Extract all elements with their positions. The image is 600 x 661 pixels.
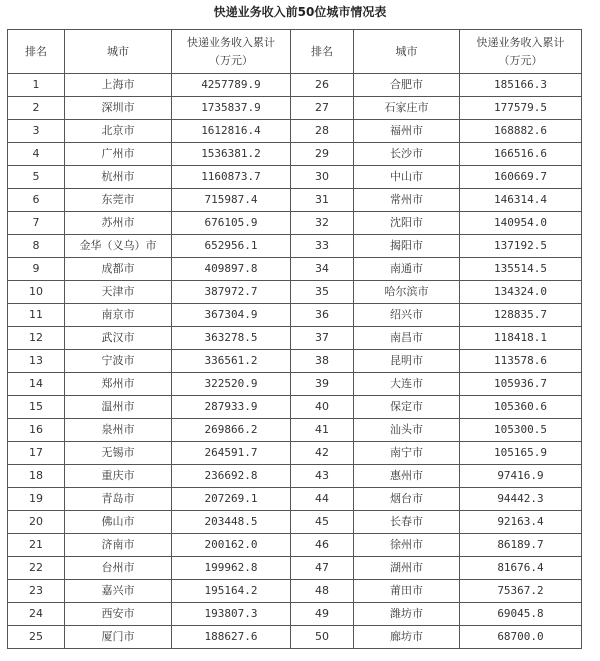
city-cell: 长沙市 xyxy=(354,143,460,166)
city-cell: 台州市 xyxy=(65,557,172,580)
city-cell: 苏州市 xyxy=(65,212,172,235)
table-row xyxy=(8,442,582,465)
revenue-cell: 1160873.7 xyxy=(172,166,291,189)
rank-cell: 14 xyxy=(8,373,65,396)
rank-cell: 30 xyxy=(291,166,354,189)
revenue-cell: 140954.0 xyxy=(460,212,582,235)
revenue-cell: 1612816.4 xyxy=(172,120,291,143)
city-cell: 济南市 xyxy=(65,534,172,557)
city-cell: 嘉兴市 xyxy=(65,580,172,603)
rank-cell: 42 xyxy=(291,442,354,465)
revenue-cell: 715987.4 xyxy=(172,189,291,212)
table-row xyxy=(8,488,582,511)
revenue-cell: 105300.5 xyxy=(460,419,582,442)
table-row xyxy=(8,212,582,235)
rank-cell: 17 xyxy=(8,442,65,465)
rank-cell: 11 xyxy=(8,304,65,327)
city-cell: 成都市 xyxy=(65,258,172,281)
rank-cell: 2 xyxy=(8,97,65,120)
city-cell: 常州市 xyxy=(354,189,460,212)
table-row xyxy=(8,189,582,212)
revenue-cell: 1536381.2 xyxy=(172,143,291,166)
table-row xyxy=(8,120,582,143)
revenue-cell: 137192.5 xyxy=(460,235,582,258)
revenue-cell: 676105.9 xyxy=(172,212,291,235)
table-row xyxy=(8,603,582,626)
revenue-cell: 168882.6 xyxy=(460,120,582,143)
revenue-cell: 236692.8 xyxy=(172,465,291,488)
rank-cell: 38 xyxy=(291,350,354,373)
city-cell: 长春市 xyxy=(354,511,460,534)
rank-cell: 19 xyxy=(8,488,65,511)
city-cell: 合肥市 xyxy=(354,74,460,97)
rank-cell: 21 xyxy=(8,534,65,557)
city-cell: 福州市 xyxy=(354,120,460,143)
revenue-cell: 105360.6 xyxy=(460,396,582,419)
header-rank-2: 排名 xyxy=(291,30,354,74)
table-row xyxy=(8,511,582,534)
city-cell: 泉州市 xyxy=(65,419,172,442)
rank-cell: 44 xyxy=(291,488,354,511)
city-cell: 金华（义乌）市 xyxy=(65,235,172,258)
rank-cell: 5 xyxy=(8,166,65,189)
revenue-cell: 322520.9 xyxy=(172,373,291,396)
revenue-cell: 128835.7 xyxy=(460,304,582,327)
rank-cell: 10 xyxy=(8,281,65,304)
city-cell: 宁波市 xyxy=(65,350,172,373)
revenue-cell: 4257789.9 xyxy=(172,74,291,97)
rank-cell: 7 xyxy=(8,212,65,235)
table-row xyxy=(8,235,582,258)
revenue-cell: 188627.6 xyxy=(172,626,291,649)
revenue-cell: 264591.7 xyxy=(172,442,291,465)
rank-cell: 1 xyxy=(8,74,65,97)
city-cell: 上海市 xyxy=(65,74,172,97)
header-revenue xyxy=(172,30,291,74)
table-row xyxy=(8,258,582,281)
city-cell: 石家庄市 xyxy=(354,97,460,120)
rank-cell: 46 xyxy=(291,534,354,557)
revenue-cell: 203448.5 xyxy=(172,511,291,534)
city-cell: 汕头市 xyxy=(354,419,460,442)
city-cell: 烟台市 xyxy=(354,488,460,511)
revenue-cell: 363278.5 xyxy=(172,327,291,350)
revenue-cell: 185166.3 xyxy=(460,74,582,97)
rank-cell: 4 xyxy=(8,143,65,166)
city-cell: 郑州市 xyxy=(65,373,172,396)
city-cell: 绍兴市 xyxy=(354,304,460,327)
rank-cell: 20 xyxy=(8,511,65,534)
rank-cell: 35 xyxy=(291,281,354,304)
rank-cell: 43 xyxy=(291,465,354,488)
table-row xyxy=(8,143,582,166)
city-cell: 廊坊市 xyxy=(354,626,460,649)
rank-cell: 32 xyxy=(291,212,354,235)
rank-cell: 37 xyxy=(291,327,354,350)
table-row xyxy=(8,419,582,442)
revenue-cell: 200162.0 xyxy=(172,534,291,557)
revenue-cell: 105165.9 xyxy=(460,442,582,465)
city-cell: 佛山市 xyxy=(65,511,172,534)
table-row xyxy=(8,97,582,120)
rank-cell: 27 xyxy=(291,97,354,120)
revenue-cell: 193807.3 xyxy=(172,603,291,626)
rank-cell: 45 xyxy=(291,511,354,534)
header-revenue-unit: （万元） xyxy=(209,53,253,67)
header-city-2: 城市 xyxy=(354,30,460,74)
city-cell: 惠州市 xyxy=(354,465,460,488)
revenue-cell: 652956.1 xyxy=(172,235,291,258)
revenue-cell: 387972.7 xyxy=(172,281,291,304)
rank-cell: 34 xyxy=(291,258,354,281)
city-cell: 揭阳市 xyxy=(354,235,460,258)
table-row xyxy=(8,626,582,649)
city-cell: 重庆市 xyxy=(65,465,172,488)
table-row xyxy=(8,74,582,97)
city-cell: 深圳市 xyxy=(65,97,172,120)
revenue-cell: 177579.5 xyxy=(460,97,582,120)
header-revenue-line1: 快递业务收入累计 xyxy=(187,35,275,49)
revenue-cell: 92163.4 xyxy=(460,511,582,534)
city-cell: 北京市 xyxy=(65,120,172,143)
revenue-cell: 135514.5 xyxy=(460,258,582,281)
city-cell: 南昌市 xyxy=(354,327,460,350)
city-cell: 南通市 xyxy=(354,258,460,281)
rank-cell: 33 xyxy=(291,235,354,258)
rank-cell: 16 xyxy=(8,419,65,442)
city-cell: 厦门市 xyxy=(65,626,172,649)
revenue-cell: 146314.4 xyxy=(460,189,582,212)
rank-cell: 50 xyxy=(291,626,354,649)
city-cell: 西安市 xyxy=(65,603,172,626)
rank-cell: 28 xyxy=(291,120,354,143)
table-row xyxy=(8,465,582,488)
rank-cell: 41 xyxy=(291,419,354,442)
revenue-cell: 81676.4 xyxy=(460,557,582,580)
rank-cell: 6 xyxy=(8,189,65,212)
rank-cell: 12 xyxy=(8,327,65,350)
revenue-cell: 269866.2 xyxy=(172,419,291,442)
table-title: 快递业务收入前50位城市情况表 xyxy=(213,5,387,19)
rank-cell: 39 xyxy=(291,373,354,396)
table-row xyxy=(8,580,582,603)
header-revenue-2 xyxy=(460,30,582,74)
rank-cell: 13 xyxy=(8,350,65,373)
table-row xyxy=(8,304,582,327)
city-cell: 青岛市 xyxy=(65,488,172,511)
city-cell: 湖州市 xyxy=(354,557,460,580)
rank-cell: 49 xyxy=(291,603,354,626)
revenue-cell: 207269.1 xyxy=(172,488,291,511)
rank-cell: 40 xyxy=(291,396,354,419)
revenue-cell: 367304.9 xyxy=(172,304,291,327)
revenue-cell: 199962.8 xyxy=(172,557,291,580)
city-cell: 东莞市 xyxy=(65,189,172,212)
revenue-cell: 75367.2 xyxy=(460,580,582,603)
revenue-cell: 1735837.9 xyxy=(172,97,291,120)
table-row xyxy=(8,327,582,350)
city-cell: 大连市 xyxy=(354,373,460,396)
header-city: 城市 xyxy=(65,30,172,74)
rank-cell: 47 xyxy=(291,557,354,580)
rank-cell: 22 xyxy=(8,557,65,580)
table-row xyxy=(8,557,582,580)
revenue-cell: 105936.7 xyxy=(460,373,582,396)
rank-cell: 9 xyxy=(8,258,65,281)
city-cell: 杭州市 xyxy=(65,166,172,189)
table-row xyxy=(8,373,582,396)
city-cell: 温州市 xyxy=(65,396,172,419)
rank-cell: 36 xyxy=(291,304,354,327)
city-cell: 南宁市 xyxy=(354,442,460,465)
revenue-cell: 94442.3 xyxy=(460,488,582,511)
revenue-cell: 195164.2 xyxy=(172,580,291,603)
city-cell: 无锡市 xyxy=(65,442,172,465)
city-cell: 武汉市 xyxy=(65,327,172,350)
rank-cell: 3 xyxy=(8,120,65,143)
city-cell: 中山市 xyxy=(354,166,460,189)
city-cell: 昆明市 xyxy=(354,350,460,373)
revenue-cell: 97416.9 xyxy=(460,465,582,488)
header-revenue-unit: （万元） xyxy=(498,53,543,67)
revenue-cell: 166516.6 xyxy=(460,143,582,166)
table-row xyxy=(8,350,582,373)
city-cell: 天津市 xyxy=(65,281,172,304)
header-rank: 排名 xyxy=(8,30,65,74)
revenue-cell: 68700.0 xyxy=(460,626,582,649)
header-revenue-line1: 快递业务收入累计 xyxy=(476,35,565,49)
rank-cell: 25 xyxy=(8,626,65,649)
table-row xyxy=(8,396,582,419)
rank-cell: 26 xyxy=(291,74,354,97)
rank-cell: 48 xyxy=(291,580,354,603)
city-revenue-table xyxy=(7,29,582,649)
city-cell: 沈阳市 xyxy=(354,212,460,235)
revenue-cell: 409897.8 xyxy=(172,258,291,281)
rank-cell: 8 xyxy=(8,235,65,258)
revenue-cell: 69045.8 xyxy=(460,603,582,626)
city-cell: 广州市 xyxy=(65,143,172,166)
revenue-cell: 287933.9 xyxy=(172,396,291,419)
city-cell: 莆田市 xyxy=(354,580,460,603)
revenue-cell: 160669.7 xyxy=(460,166,582,189)
rank-cell: 18 xyxy=(8,465,65,488)
rank-cell: 23 xyxy=(8,580,65,603)
city-cell: 潍坊市 xyxy=(354,603,460,626)
city-cell: 保定市 xyxy=(354,396,460,419)
revenue-cell: 113578.6 xyxy=(460,350,582,373)
rank-cell: 15 xyxy=(8,396,65,419)
city-cell: 哈尔滨市 xyxy=(354,281,460,304)
city-cell: 徐州市 xyxy=(354,534,460,557)
revenue-cell: 336561.2 xyxy=(172,350,291,373)
rank-cell: 24 xyxy=(8,603,65,626)
rank-cell: 29 xyxy=(291,143,354,166)
header-row xyxy=(8,30,582,74)
rank-cell: 31 xyxy=(291,189,354,212)
city-cell: 南京市 xyxy=(65,304,172,327)
table-row xyxy=(8,534,582,557)
table-row xyxy=(8,281,582,304)
table-row xyxy=(8,166,582,189)
revenue-cell: 134324.0 xyxy=(460,281,582,304)
revenue-cell: 118418.1 xyxy=(460,327,582,350)
revenue-cell: 86189.7 xyxy=(460,534,582,557)
